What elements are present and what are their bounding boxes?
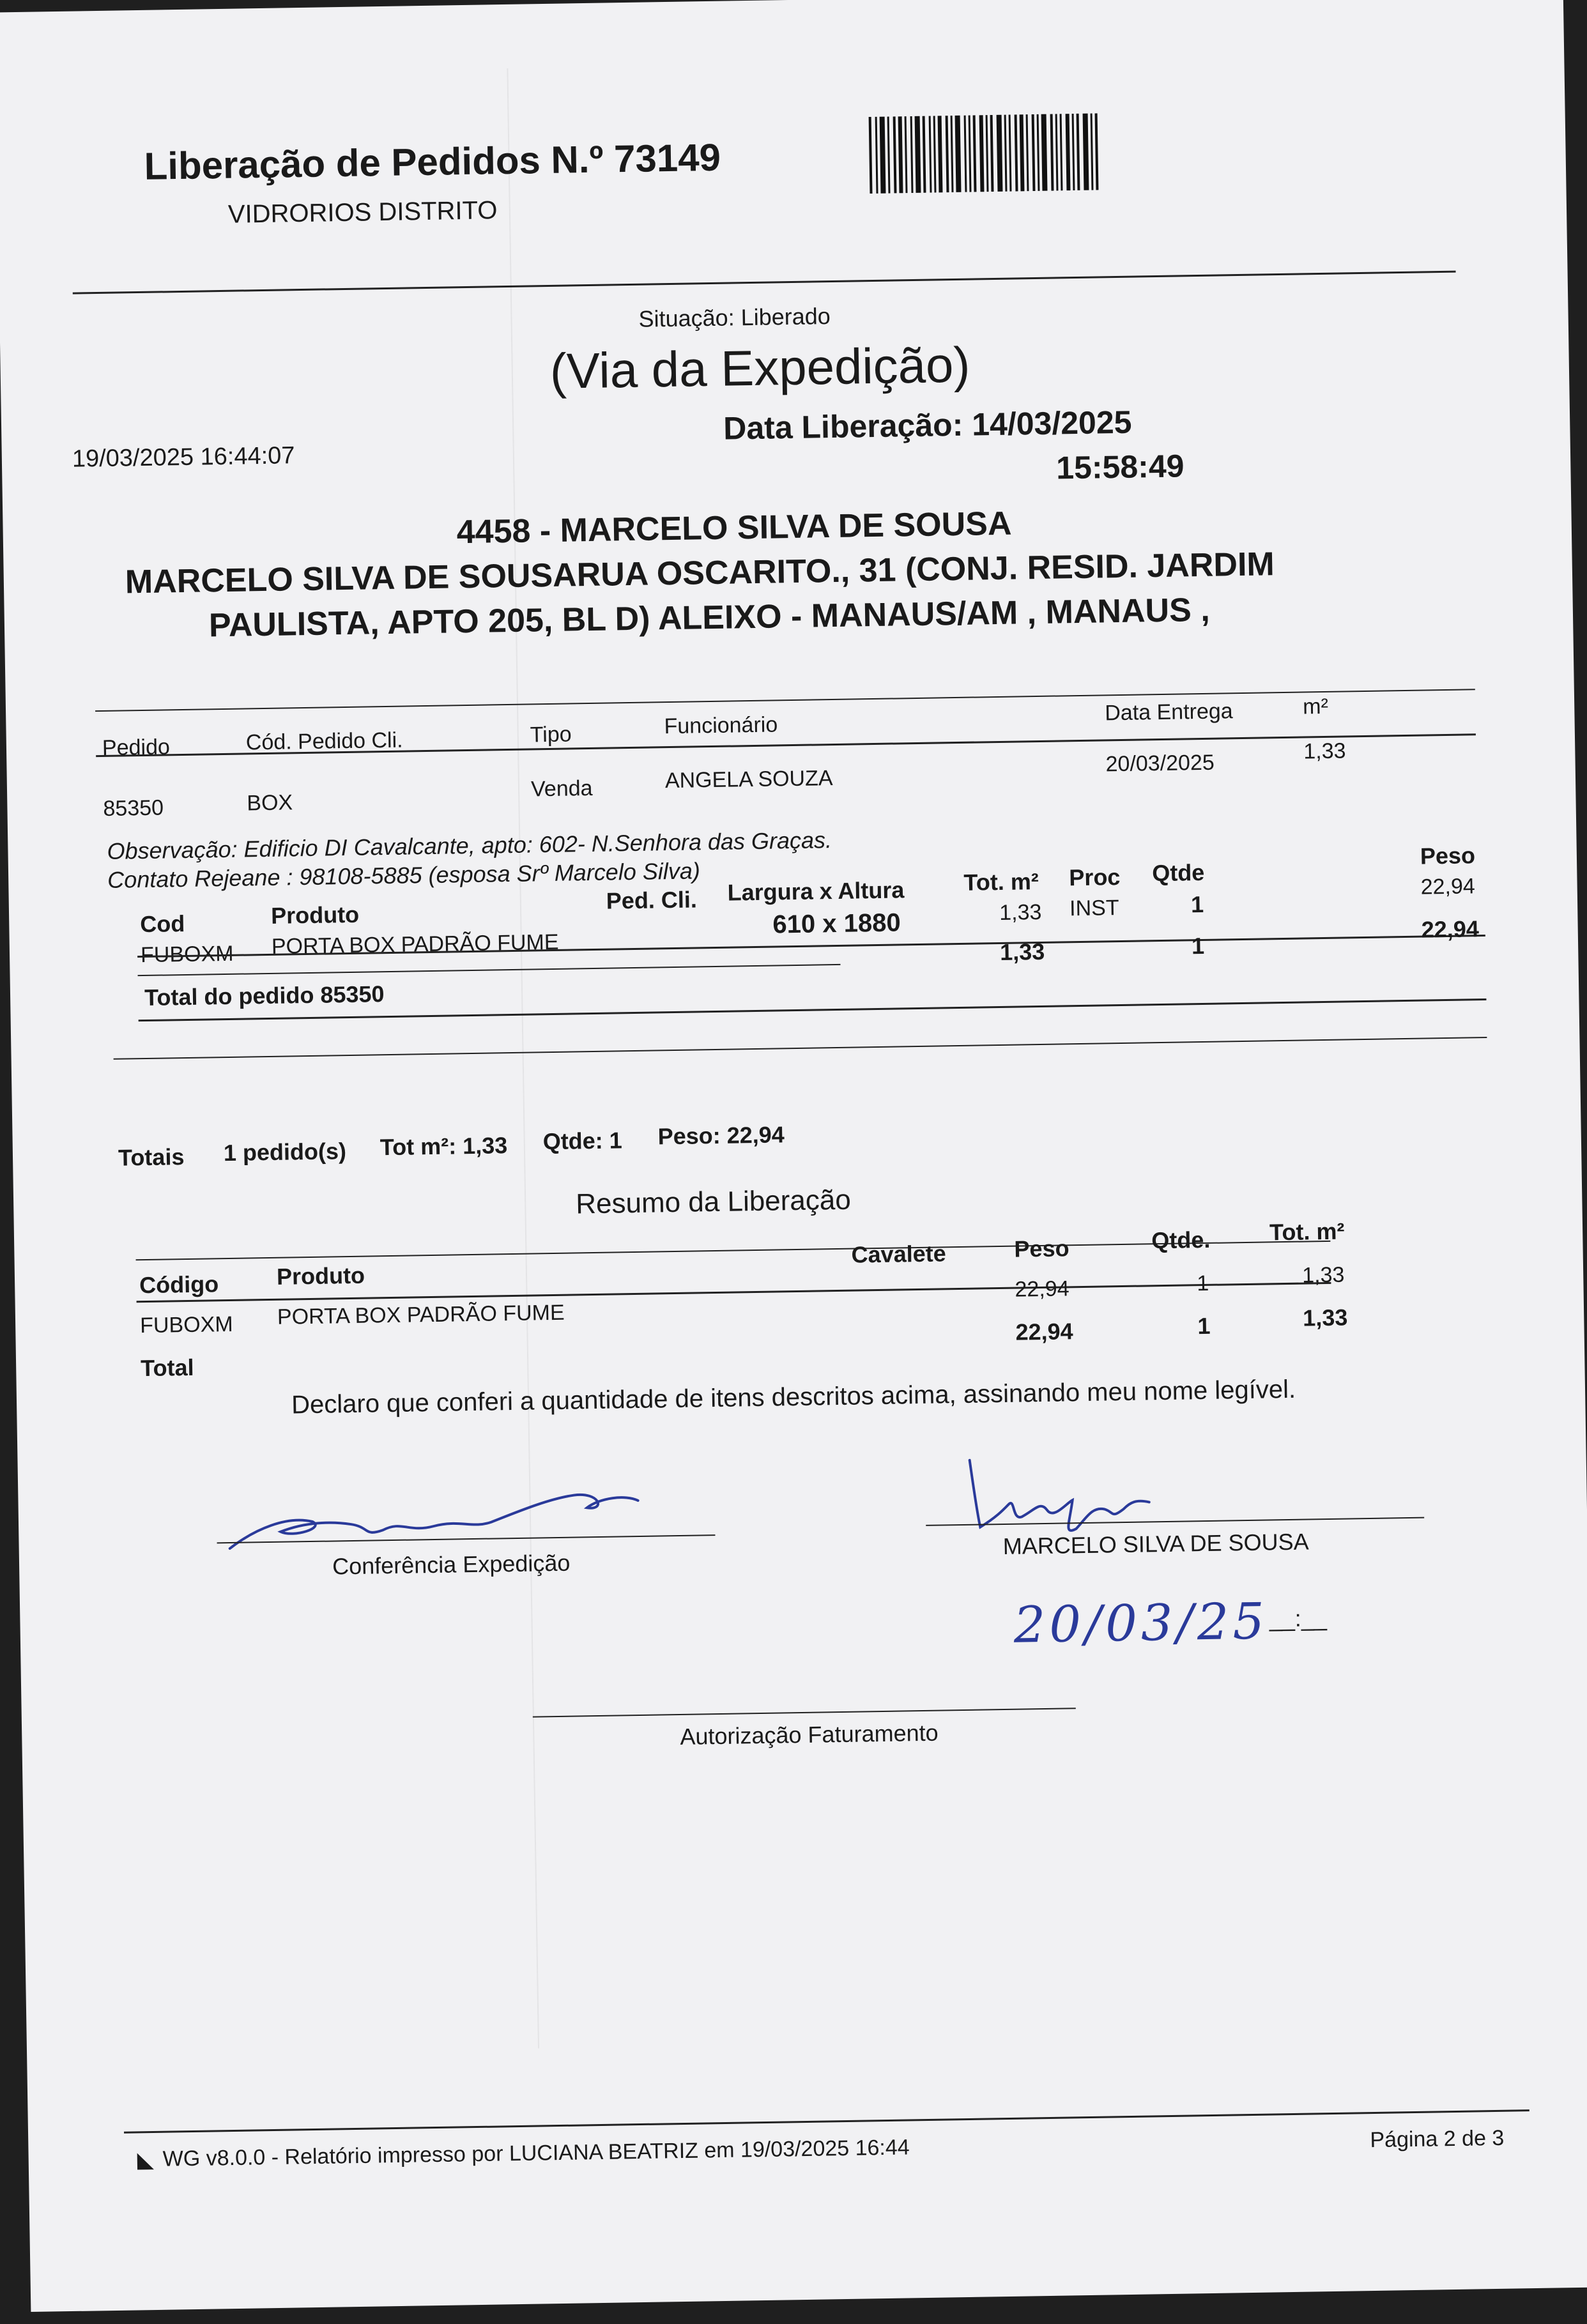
col-header-produto: Produto bbox=[270, 901, 360, 929]
order-table-top-rule bbox=[95, 689, 1475, 712]
conference-signature bbox=[216, 1471, 664, 1561]
summary-col-tot-m2: Tot. m² bbox=[1269, 1218, 1345, 1246]
observation-line-2: Contato Rejeane : 98108-5885 (esposa Srº Marcelo Silva) bbox=[107, 857, 701, 893]
col-header-cod: Cod bbox=[140, 910, 185, 938]
software-logo-icon: ◣ bbox=[137, 2148, 155, 2173]
summary-col-qtde: Qtde. bbox=[1151, 1226, 1211, 1254]
barcode-bar bbox=[910, 116, 914, 193]
barcode-bar bbox=[990, 115, 994, 192]
barcode-bar bbox=[929, 116, 932, 193]
item-proc: INST bbox=[1069, 896, 1119, 921]
page-number: Página 2 de 3 bbox=[1370, 2125, 1505, 2153]
summary-total-qtde: 1 bbox=[1197, 1312, 1211, 1340]
value-tipo: Venda bbox=[530, 776, 593, 802]
barcode-bar bbox=[1055, 114, 1059, 190]
barcode-bar bbox=[915, 116, 921, 193]
totals-tot-m2: Tot m²: 1,33 bbox=[379, 1132, 508, 1161]
value-pedido: 85350 bbox=[103, 795, 164, 821]
label-m2: m² bbox=[1302, 694, 1329, 719]
barcode-bar bbox=[1091, 114, 1094, 190]
barcode-bar bbox=[1026, 114, 1029, 191]
totals-pedidos: 1 pedido(s) bbox=[223, 1138, 347, 1166]
barcode-bar bbox=[1037, 114, 1040, 191]
order-total-label: Total do pedido 85350 bbox=[144, 981, 385, 1011]
value-m2: 1,33 bbox=[1303, 738, 1346, 764]
totals-peso: Peso: 22,94 bbox=[657, 1121, 785, 1150]
value-data-entrega: 20/03/2025 bbox=[1105, 750, 1215, 777]
summary-total-peso: 22,94 bbox=[1015, 1318, 1073, 1345]
value-funcionario: ANGELA SOUZA bbox=[664, 766, 833, 793]
item-total-peso: 22,94 bbox=[1421, 915, 1480, 943]
item-tot-m2: 1,33 bbox=[999, 899, 1042, 925]
observation-line-1: Observação: Edificio DI Cavalcante, apto: 602- N.Senhora das Graças. bbox=[107, 827, 832, 864]
item-total-tot-m2: 1,33 bbox=[999, 938, 1045, 965]
summary-col-codigo: Código bbox=[139, 1271, 219, 1299]
col-header-qtde: Qtde bbox=[1151, 859, 1205, 887]
barcode-bar bbox=[938, 116, 943, 192]
barcode-bar bbox=[969, 116, 972, 192]
barcode-bar bbox=[887, 117, 891, 194]
barcode-bar bbox=[1020, 114, 1025, 191]
summary-col-cavalete: Cavalete bbox=[851, 1240, 947, 1268]
barcode-bar bbox=[997, 115, 1003, 192]
col-header-proc: Proc bbox=[1069, 864, 1121, 891]
client-heading: 4458 - MARCELO SILVA DE SOUSA bbox=[456, 505, 1012, 551]
barcode-bar bbox=[898, 116, 903, 193]
col-header-ped-cli: Ped. Cli. bbox=[606, 886, 698, 914]
summary-col-produto: Produto bbox=[276, 1262, 365, 1290]
item-qtde: 1 bbox=[1190, 891, 1204, 918]
value-cod-pedido-cli: BOX bbox=[247, 790, 293, 816]
barcode-bar bbox=[964, 116, 967, 192]
declaration-text: Declaro que conferi a quantidade de itens descritos acima, assinando meu nome legível. bbox=[291, 1375, 1296, 1419]
col-header-peso: Peso bbox=[1420, 842, 1476, 869]
summary-title: Resumo da Liberação bbox=[575, 1184, 852, 1220]
barcode-bar bbox=[869, 117, 873, 194]
barcode-bar bbox=[1095, 113, 1099, 190]
time-blank: __:__ bbox=[1269, 1605, 1328, 1632]
release-time: 15:58:49 bbox=[1055, 448, 1184, 486]
barcode-bar bbox=[1077, 114, 1080, 190]
summary-col-peso: Peso bbox=[1014, 1235, 1070, 1262]
summary-row-tot-m2: 1,33 bbox=[1301, 1262, 1345, 1288]
barcode-bar bbox=[893, 116, 897, 193]
barcode-bar bbox=[905, 116, 908, 193]
client-address-line-1: MARCELO SILVA DE SOUSARUA OSCARITO., 31 (CONJ. RESID. JARDIM bbox=[125, 546, 1275, 601]
barcode-bar bbox=[933, 116, 937, 192]
item-peso: 22,94 bbox=[1420, 874, 1476, 899]
item-dimensions: 610 x 1880 bbox=[772, 908, 901, 939]
col-header-largura-altura: Largura x Altura bbox=[727, 876, 905, 906]
label-cod-pedido-cli: Cód. Pedido Cli. bbox=[245, 728, 403, 755]
barcode-bar bbox=[1066, 114, 1071, 190]
items-section-end-rule bbox=[114, 1037, 1487, 1060]
release-date: Data Liberação: 14/03/2025 bbox=[723, 404, 1132, 447]
handwritten-date: 20/03/25 bbox=[1013, 1593, 1269, 1655]
document-title: Liberação de Pedidos N.º 73149 bbox=[144, 135, 721, 188]
printed-timestamp: 19/03/2025 16:44:07 bbox=[72, 442, 295, 473]
summary-total-label: Total bbox=[140, 1354, 194, 1382]
label-funcionario: Funcionário bbox=[664, 712, 778, 739]
client-address-line-2: PAULISTA, APTO 205, BL D) ALEIXO - MANAUS/AM , MANAUS , bbox=[208, 591, 1211, 645]
totals-label: Totais bbox=[118, 1143, 185, 1171]
barcode-bar bbox=[955, 116, 962, 192]
status-label: Situação: Liberado bbox=[638, 303, 831, 332]
barcode-bar bbox=[951, 116, 954, 192]
totals-qtde: Qtde: 1 bbox=[542, 1127, 623, 1155]
conference-signature-label: Conferência Expedição bbox=[332, 1549, 571, 1580]
paper-fold-line bbox=[507, 68, 539, 2049]
barcode-bar bbox=[946, 116, 949, 192]
barcode-bar bbox=[875, 117, 878, 194]
summary-total-tot-m2: 1,33 bbox=[1302, 1304, 1348, 1331]
summary-row-peso: 22,94 bbox=[1015, 1276, 1070, 1302]
items-total-mid-rule bbox=[138, 964, 841, 976]
barcode-bar bbox=[1032, 114, 1036, 191]
col-header-tot-m2: Tot. m² bbox=[963, 868, 1039, 896]
barcode-bar bbox=[1060, 114, 1063, 190]
label-pedido: Pedido bbox=[102, 735, 171, 761]
barcode-bar bbox=[1009, 115, 1012, 192]
copy-type-heading: (Via da Expedição) bbox=[549, 336, 971, 399]
barcode-bar bbox=[1050, 114, 1054, 191]
footer-rule bbox=[124, 2109, 1529, 2134]
barcode-bar bbox=[1083, 114, 1089, 190]
label-data-entrega: Data Entrega bbox=[1105, 699, 1233, 726]
client-signature bbox=[956, 1437, 1188, 1543]
barcode-bar bbox=[1072, 114, 1075, 190]
barcode bbox=[869, 113, 1116, 194]
barcode-bar bbox=[973, 115, 977, 192]
label-tipo: Tipo bbox=[530, 722, 572, 747]
footer-report-text: WG v8.0.0 - Relatório impresso por LUCIANA BEATRIZ em 19/03/2025 16:44 bbox=[162, 2135, 910, 2171]
item-cod: FUBOXM bbox=[140, 941, 234, 968]
client-signature-label: MARCELO SILVA DE SOUSA bbox=[1002, 1528, 1309, 1560]
company-name: VIDRORIOS DISTRITO bbox=[227, 196, 498, 229]
barcode-bar bbox=[1004, 115, 1008, 192]
summary-row-produto: PORTA BOX PADRÃO FUME bbox=[277, 1300, 565, 1329]
authorization-label: Autorização Faturamento bbox=[680, 1719, 939, 1750]
barcode-bar bbox=[979, 115, 985, 192]
barcode-bar bbox=[880, 117, 886, 194]
barcode-bar bbox=[1041, 114, 1048, 191]
authorization-line bbox=[533, 1708, 1076, 1717]
summary-row-qtde: 1 bbox=[1197, 1271, 1209, 1296]
item-produto: PORTA BOX PADRÃO FUME bbox=[271, 929, 559, 959]
barcode-bar bbox=[986, 115, 989, 192]
barcode-bar bbox=[1015, 114, 1018, 191]
item-total-qtde: 1 bbox=[1191, 932, 1205, 959]
barcode-bar bbox=[923, 116, 926, 193]
summary-row-codigo: FUBOXM bbox=[139, 1311, 233, 1338]
header-divider bbox=[73, 271, 1456, 294]
